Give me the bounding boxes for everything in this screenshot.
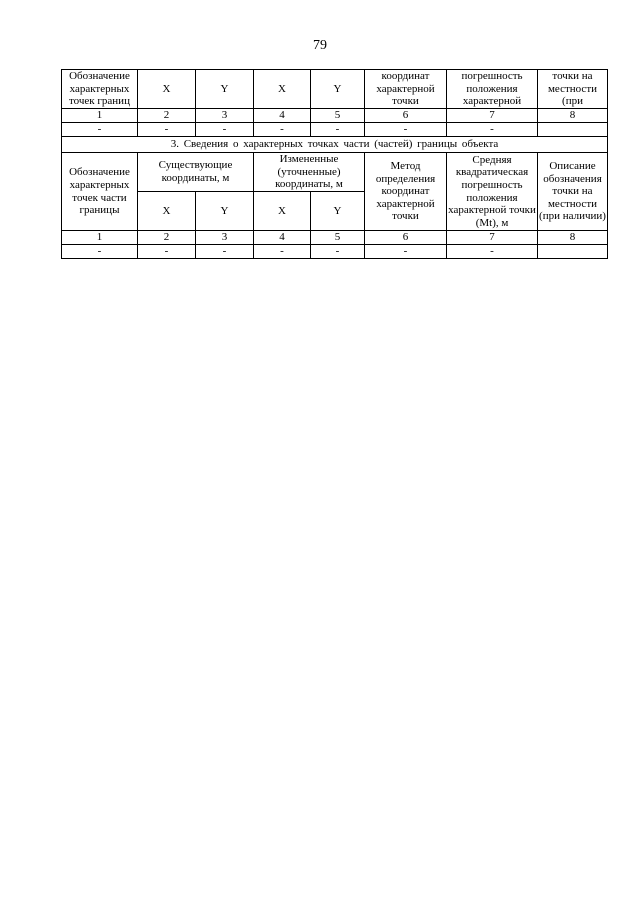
table-cell: - bbox=[62, 123, 138, 137]
table1-header-x-changed: X bbox=[254, 70, 311, 109]
table-cell: - bbox=[311, 123, 365, 137]
table-row bbox=[62, 245, 608, 259]
table-cell: 7 bbox=[447, 231, 538, 245]
table-cell: 2 bbox=[138, 231, 196, 245]
table2-column-numbers bbox=[62, 231, 608, 245]
table1-column-numbers bbox=[62, 109, 608, 123]
table-cell: 6 bbox=[365, 109, 447, 123]
table-cell: 5 bbox=[311, 231, 365, 245]
table-cell: - bbox=[447, 123, 538, 137]
table-cell: - bbox=[365, 245, 447, 259]
table2-header-description: Описание обозначения точки на местности (при наличии) bbox=[538, 153, 608, 231]
table-cell: - bbox=[138, 123, 196, 137]
table2-header-x-existing: X bbox=[138, 192, 196, 231]
table-row bbox=[62, 123, 608, 137]
table2-header-row-1 bbox=[62, 153, 608, 192]
table2-header-changed: Измененные (уточненные) координаты, м bbox=[254, 153, 365, 192]
page-number: 79 bbox=[313, 38, 327, 53]
table-cell: 7 bbox=[447, 109, 538, 123]
table-cell: - bbox=[254, 123, 311, 137]
table-cell: 5 bbox=[311, 109, 365, 123]
table-cell: 3 bbox=[196, 109, 254, 123]
table1-header-error: погрешность положения характерной bbox=[447, 70, 538, 109]
section-title-row bbox=[62, 137, 608, 153]
table1-header-y-changed: Y bbox=[311, 70, 365, 109]
table2-header-x-changed: X bbox=[254, 192, 311, 231]
table1-header-method: координат характерной точки bbox=[365, 70, 447, 109]
table-cell: - bbox=[254, 245, 311, 259]
table-cell: - bbox=[138, 245, 196, 259]
table-cell: - bbox=[62, 245, 138, 259]
table2-header-y-existing: Y bbox=[196, 192, 254, 231]
table-cell: - bbox=[196, 245, 254, 259]
table-cell: - bbox=[311, 245, 365, 259]
table-cell: 3 bbox=[196, 231, 254, 245]
table-cell: 6 bbox=[365, 231, 447, 245]
table-cell: 8 bbox=[538, 231, 608, 245]
table-cell: 8 bbox=[538, 109, 608, 123]
table-cell: 1 bbox=[62, 231, 138, 245]
table1-header-description: точки на местности (при bbox=[538, 70, 608, 109]
section-3-title: 3. Сведения о характерных точках части (частей) границы объекта bbox=[62, 137, 608, 153]
table1-header-designation: Обозначение характерных точек границ bbox=[62, 70, 138, 109]
table-cell bbox=[538, 245, 608, 259]
table-cell: 4 bbox=[254, 109, 311, 123]
table2-header-existing: Существующие координаты, м bbox=[138, 153, 254, 192]
table2-header-y-changed: Y bbox=[311, 192, 365, 231]
table-cell: - bbox=[196, 123, 254, 137]
table-cell: 1 bbox=[62, 109, 138, 123]
table2-header-method: Метод определения координат характерной точки bbox=[365, 153, 447, 231]
table-cell: - bbox=[447, 245, 538, 259]
coordinates-table bbox=[61, 69, 608, 259]
table1-header-y-existing: Y bbox=[196, 70, 254, 109]
table-cell: - bbox=[365, 123, 447, 137]
table-cell: 4 bbox=[254, 231, 311, 245]
table1-header-x-existing: X bbox=[138, 70, 196, 109]
table1-header-row bbox=[62, 70, 608, 109]
table2-header-error: Средняя квадратическая погрешность положения характерной точки (Mt), м bbox=[448, 153, 536, 229]
table2-header-designation: Обозначение характерных точек части границы bbox=[62, 153, 138, 231]
table-cell: 2 bbox=[138, 109, 196, 123]
table-cell bbox=[538, 123, 608, 137]
